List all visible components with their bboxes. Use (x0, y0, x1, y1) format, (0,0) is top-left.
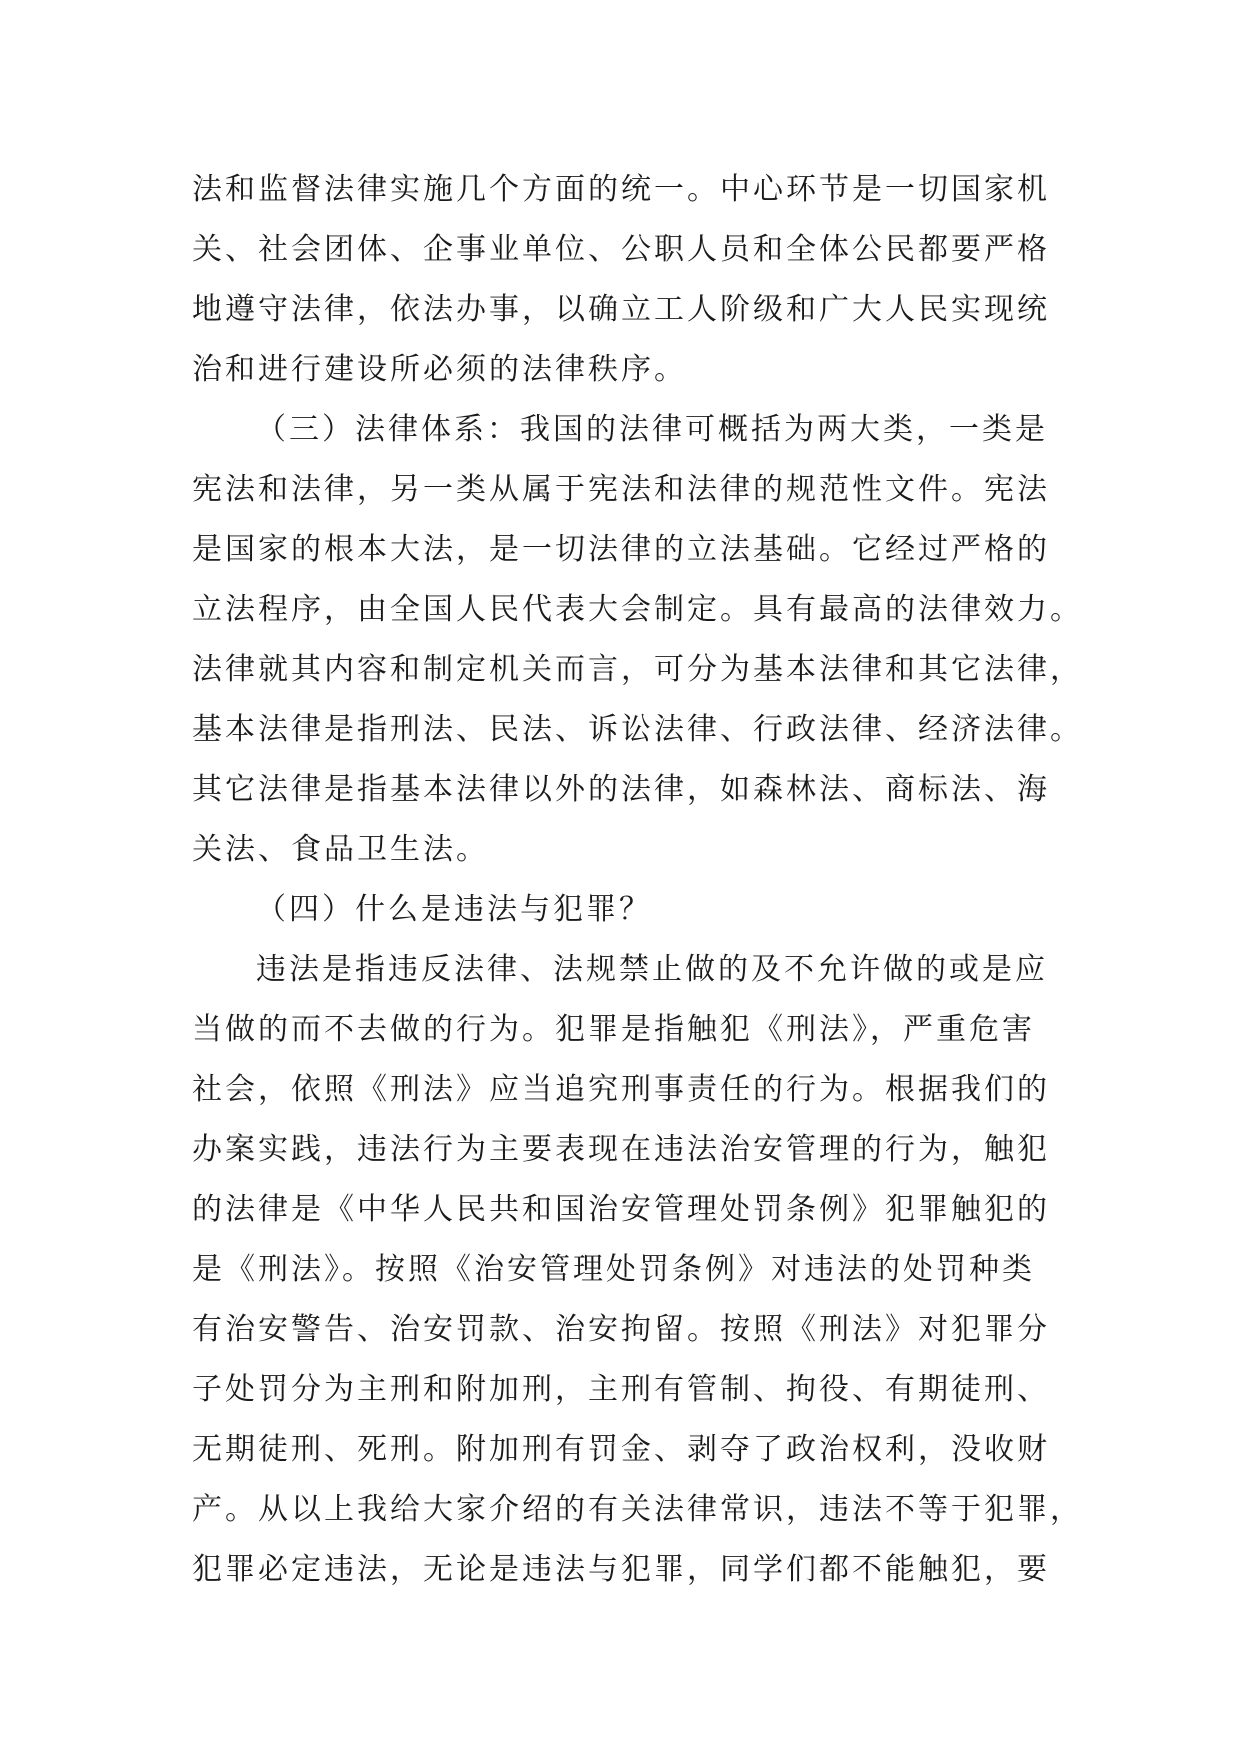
text-line: 是《刑法》。按照《治安管理处罚条例》对违法的处罚种类 (192, 1252, 1035, 1287)
text-line: 的法律是《中华人民共和国治安管理处罚条例》犯罪触犯的 (192, 1192, 1050, 1227)
text-line: 子处罚分为主刑和附加刑，主刑有管制、拘役、有期徒刑、 (192, 1372, 1050, 1407)
text-line: 关、社会团体、企事业单位、公职人员和全体公民都要严格 (192, 232, 1050, 267)
text-line: 宪法和法律，另一类从属于宪法和法律的规范性文件。宪法 (192, 472, 1050, 507)
text-line: 社会，依照《刑法》应当追究刑事责任的行为。根据我们的 (192, 1072, 1050, 1107)
section-heading-four: （四）什么是违法与犯罪？ (256, 892, 652, 927)
text-line: 关法、食品卫生法。 (192, 832, 489, 867)
text-line: 其它法律是指基本法律以外的法律，如森林法、商标法、海 (192, 772, 1050, 807)
text-line: 违法是指违反法律、法规禁止做的及不允许做的或是应 (256, 952, 1048, 987)
text-line: 办案实践，违法行为主要表现在违法治安管理的行为，触犯 (192, 1132, 1050, 1167)
text-line: 当做的而不去做的行为。犯罪是指触犯《刑法》，严重危害 (192, 1012, 1035, 1047)
text-line: 法律就其内容和制定机关而言，可分为基本法律和其它法律， (192, 652, 1083, 687)
text-line: 地遵守法律，依法办事，以确立工人阶级和广大人民实现统 (192, 292, 1050, 327)
section-heading-three: （三）法律体系：我国的法律可概括为两大类，一类是 (256, 412, 1048, 447)
text-line: 无期徒刑、死刑。附加刑有罚金、剥夺了政治权利，没收财 (192, 1432, 1050, 1467)
text-line: 基本法律是指刑法、民法、诉讼法律、行政法律、经济法律。 (192, 712, 1083, 747)
text-line: 法和监督法律实施几个方面的统一。中心环节是一切国家机 (192, 172, 1050, 207)
text-line: 治和进行建设所必须的法律秩序。 (192, 352, 687, 387)
text-line: 有治安警告、治安罚款、治安拘留。按照《刑法》对犯罪分 (192, 1312, 1050, 1347)
text-line: 犯罪必定违法，无论是违法与犯罪，同学们都不能触犯，要 (192, 1552, 1050, 1587)
body-text (192, 160, 1083, 1600)
text-line: 是国家的根本大法，是一切法律的立法基础。它经过严格的 (192, 532, 1050, 567)
text-line: 产。从以上我给大家介绍的有关法律常识，违法不等于犯罪， (192, 1492, 1083, 1527)
text-line: 立法程序，由全国人民代表大会制定。具有最高的法律效力。 (192, 592, 1083, 627)
